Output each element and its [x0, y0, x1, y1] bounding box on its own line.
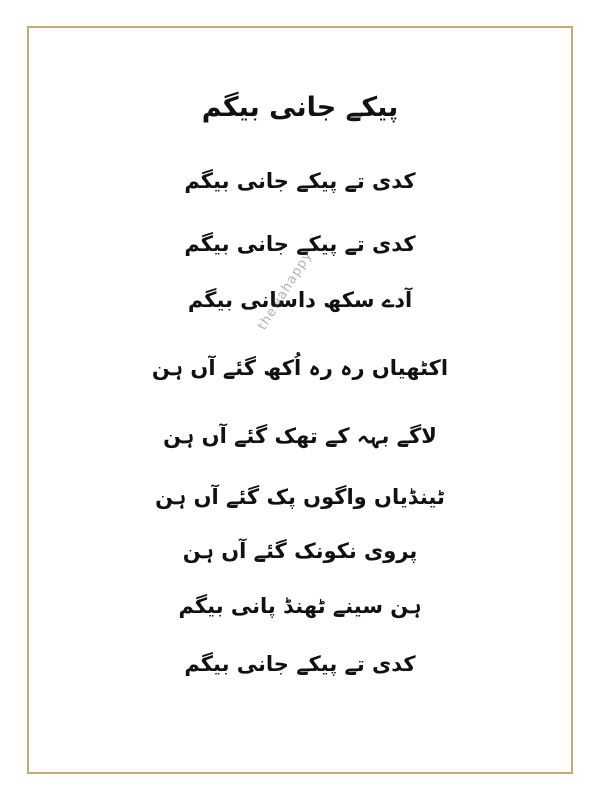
poem-line-9: کدی تے پیکے جانی بیگم	[184, 652, 416, 676]
poem-line-7: پروی نکونک گئے آں ہن	[182, 539, 418, 563]
poem-line-4: اکٹھیاں رہ رہ اُکھ گئے آں ہن	[151, 356, 449, 380]
watermark-text: thewahappy	[255, 248, 316, 333]
poem-line-5: لاگے بہہ کے تھک گئے آں ہن	[163, 424, 437, 448]
poem-line-8: ہن سینے ٹھنڈ پانی بیگم	[178, 594, 422, 618]
poem-title: پیکے جانی بیگم	[201, 92, 399, 123]
poem-line-1: کدی تے پیکے جانی بیگم	[184, 169, 416, 193]
poem-line-6: ٹینڈیاں واگوں پک گئے آں ہن	[155, 485, 445, 509]
poem-body	[27, 26, 573, 774]
poem-line-3: آدے سکھ داسانی بیگم	[187, 288, 413, 312]
poem-line-2: کدی تے پیکے جانی بیگم	[184, 232, 416, 256]
